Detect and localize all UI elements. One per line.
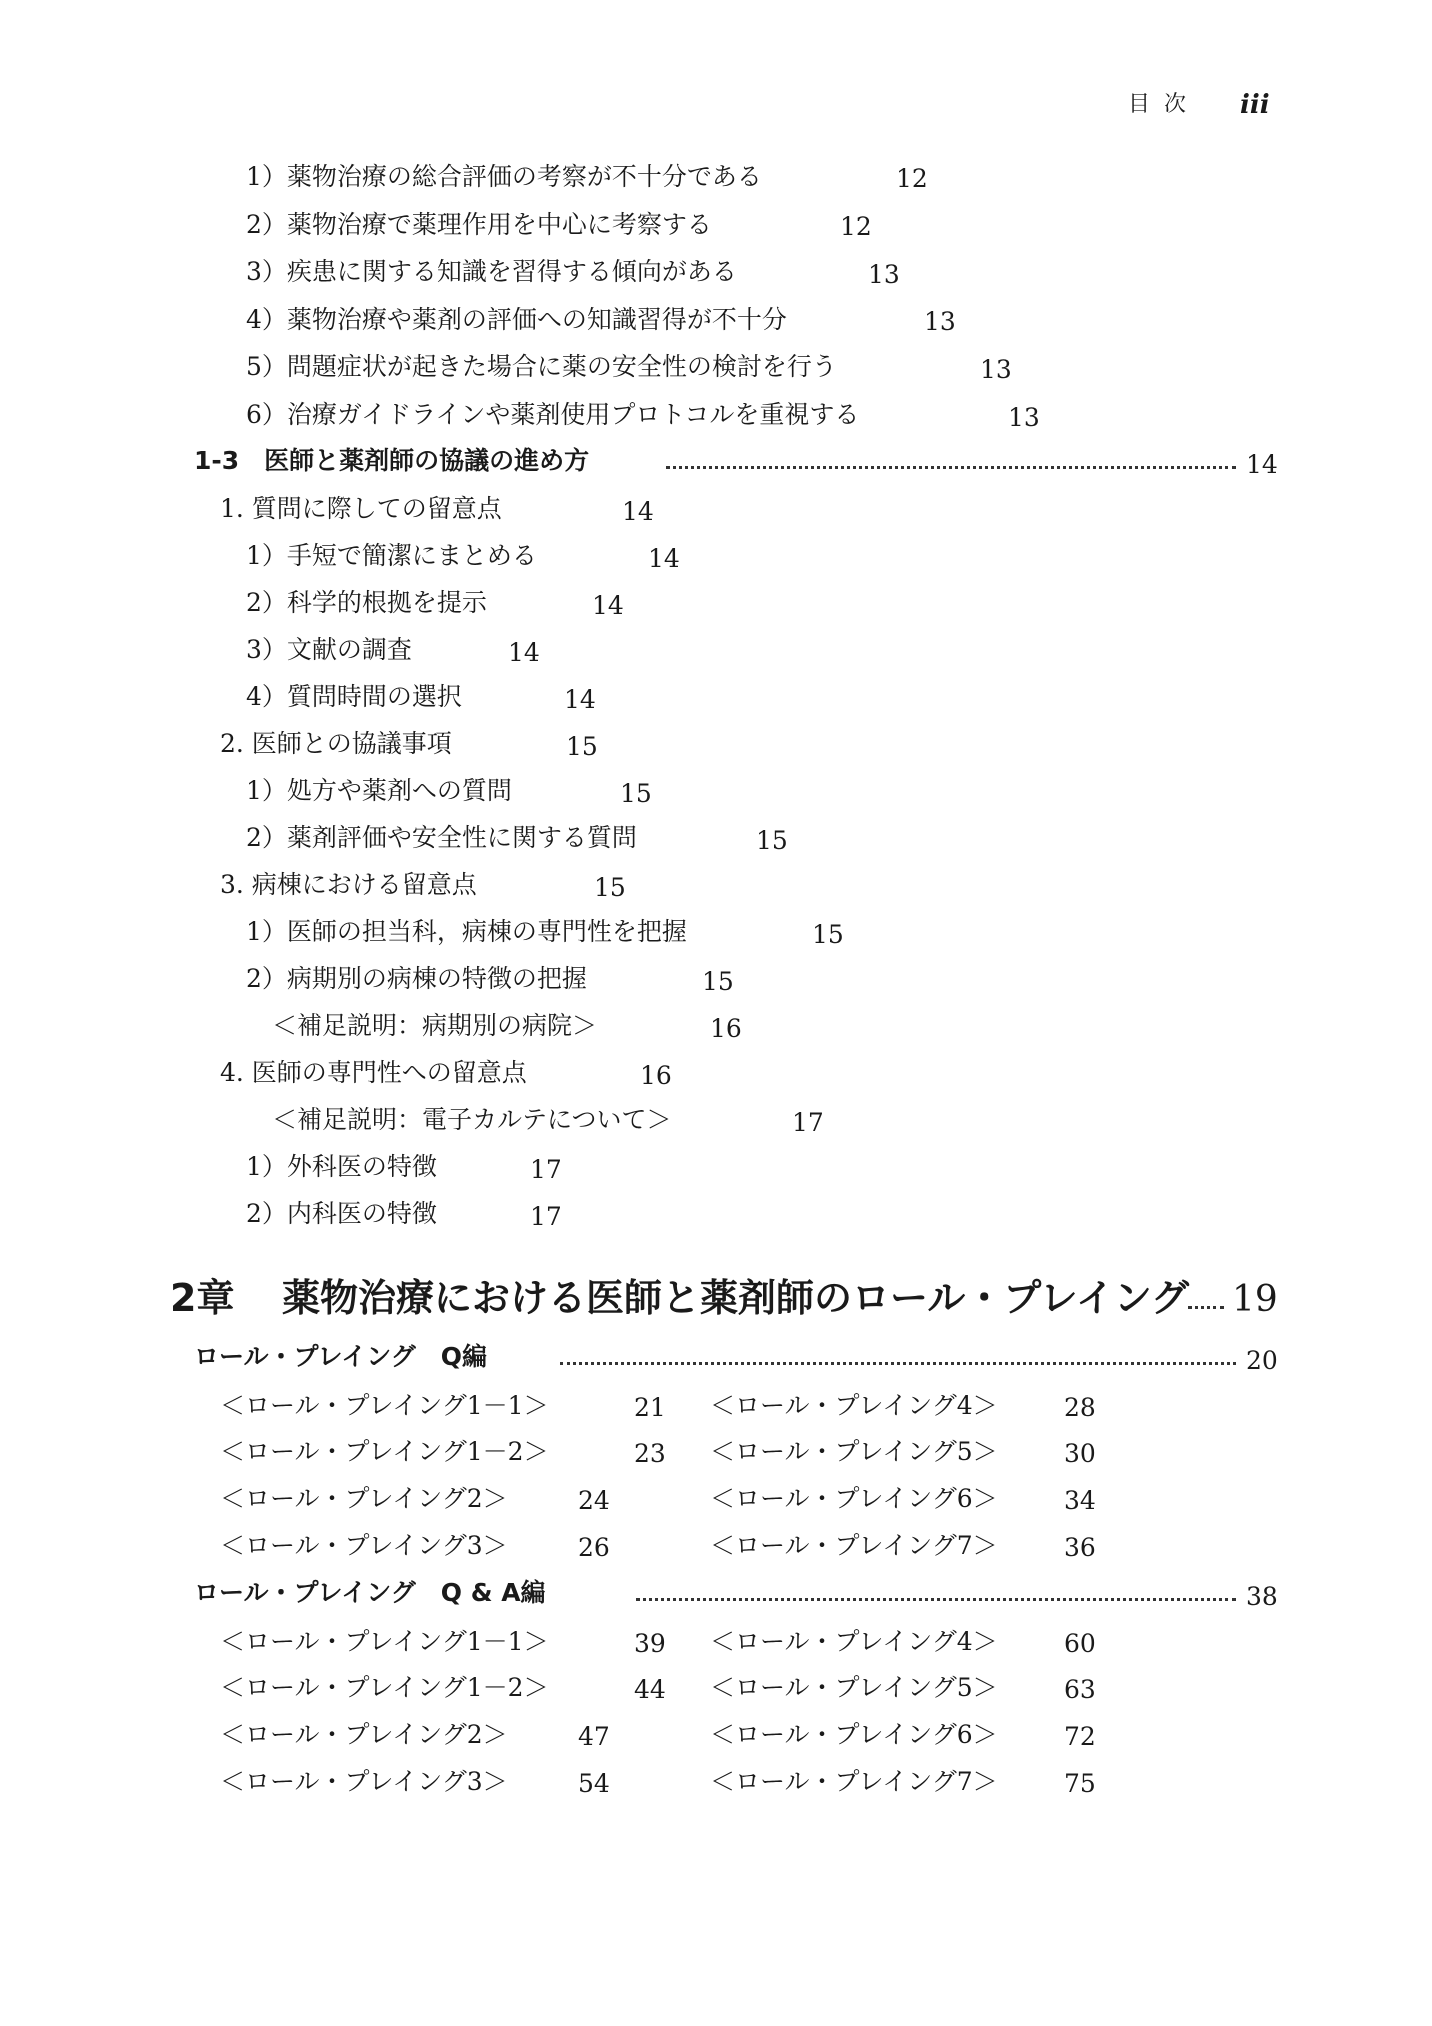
toc-entry[interactable]: ＜ロール・プレイング1－1＞	[220, 1391, 549, 1420]
toc-entry[interactable]: 2）内科医の特徴	[246, 1199, 437, 1228]
toc-entry[interactable]: 1）処方や薬剤への質問	[246, 776, 512, 805]
toc-page-number: 14	[592, 591, 624, 620]
toc-entry-note[interactable]: ＜補足説明：電子カルテについて＞	[272, 1105, 672, 1134]
toc-entry[interactable]: ＜ロール・プレイング6＞	[710, 1484, 998, 1513]
toc-page-number: 30	[1064, 1439, 1096, 1468]
toc-entry[interactable]: ＜ロール・プレイング3＞	[220, 1531, 508, 1560]
toc-entry[interactable]: ＜ロール・プレイング2＞	[220, 1720, 508, 1749]
toc-page-number: 16	[640, 1061, 672, 1090]
toc-entry-note[interactable]: ＜補足説明：病期別の病院＞	[272, 1011, 598, 1040]
toc-entry[interactable]: ＜ロール・プレイング6＞	[710, 1720, 998, 1749]
dot-leader	[560, 1362, 1236, 1365]
toc-page-number: 15	[620, 779, 652, 808]
running-header-label: 目次	[1128, 92, 1201, 117]
toc-page-number: 19	[1232, 1279, 1278, 1320]
toc-page-number: 17	[530, 1202, 562, 1231]
dot-leader	[636, 1598, 1236, 1601]
toc-page-number: 13	[924, 307, 956, 336]
toc-entry[interactable]: ＜ロール・プレイング1－2＞	[220, 1437, 549, 1466]
toc-page-number: 15	[756, 826, 788, 855]
toc-page-number: 24	[578, 1486, 610, 1515]
toc-section-heading[interactable]: ロール・プレイング Q編	[194, 1342, 488, 1371]
toc-page-number: 54	[578, 1769, 610, 1798]
toc-page-number: 39	[634, 1629, 666, 1658]
toc-entry[interactable]: ＜ロール・プレイング4＞	[710, 1627, 998, 1656]
toc-page-number: 20	[1246, 1346, 1278, 1375]
toc-page-number: 14	[564, 685, 596, 714]
toc-page-number: 36	[1064, 1533, 1096, 1562]
toc-page-number: 15	[812, 920, 844, 949]
toc-page-number: 14	[622, 497, 654, 526]
toc-page-number: 15	[702, 967, 734, 996]
toc-entry[interactable]: ＜ロール・プレイング1－1＞	[220, 1627, 549, 1656]
running-header-page: iii	[1240, 90, 1270, 120]
toc-entry[interactable]: 1）薬物治療の総合評価の考察が不十分である	[246, 162, 762, 191]
toc-entry[interactable]: 2）薬物治療で薬理作用を中心に考察する	[246, 210, 712, 239]
toc-page-number: 14	[508, 638, 540, 667]
toc-page-number: 12	[896, 164, 928, 193]
toc-page-number: 26	[578, 1533, 610, 1562]
toc-entry[interactable]: 4）薬物治療や薬剤の評価への知識習得が不十分	[246, 305, 787, 334]
toc-entry[interactable]: ＜ロール・プレイング7＞	[710, 1531, 998, 1560]
toc-section-heading[interactable]: 1-3 医師と薬剤師の協議の進め方	[194, 446, 590, 475]
toc-entry[interactable]: 3）文献の調査	[246, 635, 412, 664]
toc-page-number: 21	[634, 1393, 666, 1422]
toc-page-number: 12	[840, 212, 872, 241]
chapter-number: 2章	[170, 1276, 235, 1320]
toc-page-number: 17	[792, 1108, 824, 1137]
toc-entry[interactable]: 1）医師の担当科，病棟の専門性を把握	[246, 917, 687, 946]
toc-entry[interactable]: 1. 質問に際しての留意点	[220, 494, 502, 523]
toc-entry[interactable]: ＜ロール・プレイング7＞	[710, 1767, 998, 1796]
toc-page-number: 15	[594, 873, 626, 902]
toc-page-number: 72	[1064, 1722, 1096, 1751]
toc-page-number: 17	[530, 1155, 562, 1184]
toc-entry[interactable]: ＜ロール・プレイング4＞	[710, 1391, 998, 1420]
toc-page-number: 28	[1064, 1393, 1096, 1422]
toc-page-number: 47	[578, 1722, 610, 1751]
toc-entry[interactable]: ＜ロール・プレイング3＞	[220, 1767, 508, 1796]
toc-entry[interactable]: 1）外科医の特徴	[246, 1152, 437, 1181]
toc-entry[interactable]: ＜ロール・プレイング5＞	[710, 1673, 998, 1702]
toc-entry[interactable]: 1）手短で簡潔にまとめる	[246, 541, 537, 570]
toc-page-number: 13	[868, 260, 900, 289]
toc-page-number: 34	[1064, 1486, 1096, 1515]
toc-page-number: 38	[1246, 1582, 1278, 1611]
toc-entry[interactable]: 2. 医師との協議事項	[220, 729, 452, 758]
toc-entry[interactable]: 3. 病棟における留意点	[220, 870, 477, 899]
toc-entry[interactable]: 6）治療ガイドラインや薬剤使用プロトコルを重視する	[246, 400, 860, 429]
toc-page-number: 63	[1064, 1675, 1096, 1704]
toc-page-number: 13	[980, 355, 1012, 384]
toc-entry[interactable]: 3）疾患に関する知識を習得する傾向がある	[246, 257, 737, 286]
toc-entry[interactable]: 2）病期別の病棟の特徴の把握	[246, 964, 587, 993]
toc-entry[interactable]: 4）質問時間の選択	[246, 682, 462, 711]
toc-page-number: 14	[648, 544, 680, 573]
toc-page-number: 44	[634, 1675, 666, 1704]
toc-entry[interactable]: 2）薬剤評価や安全性に関する質問	[246, 823, 637, 852]
toc-page-number: 14	[1246, 450, 1278, 479]
chapter-title[interactable]: 薬物治療における医師と薬剤師のロール・プレイング	[282, 1276, 1190, 1320]
toc-entry[interactable]: 5）問題症状が起きた場合に薬の安全性の検討を行う	[246, 352, 837, 381]
toc-page-number: 13	[1008, 403, 1040, 432]
toc-section-heading[interactable]: ロール・プレイング Q & A編	[194, 1578, 546, 1607]
dot-leader	[1188, 1306, 1224, 1309]
toc-entry[interactable]: 2）科学的根拠を提示	[246, 588, 487, 617]
toc-page-number: 75	[1064, 1769, 1096, 1798]
toc-page-number: 60	[1064, 1629, 1096, 1658]
toc-entry[interactable]: ＜ロール・プレイング1－2＞	[220, 1673, 549, 1702]
toc-entry[interactable]: 4. 医師の専門性への留意点	[220, 1058, 527, 1087]
toc-entry[interactable]: ＜ロール・プレイング2＞	[220, 1484, 508, 1513]
toc-page-number: 15	[566, 732, 598, 761]
dot-leader	[666, 466, 1236, 469]
toc-page-number: 16	[710, 1014, 742, 1043]
toc-page-number: 23	[634, 1439, 666, 1468]
toc-entry[interactable]: ＜ロール・プレイング5＞	[710, 1437, 998, 1466]
